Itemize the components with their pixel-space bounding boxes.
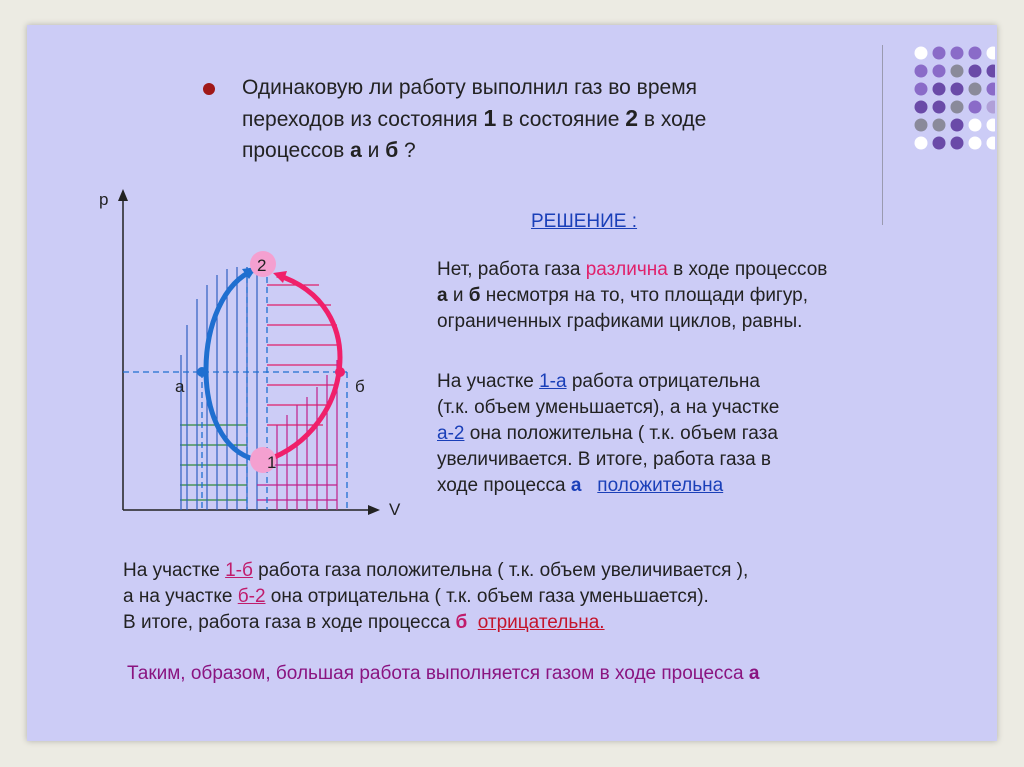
decor-dot xyxy=(969,65,982,78)
axis-p-label: p xyxy=(99,190,109,209)
solution-paragraph-2: На участке 1-а работа отрицательна (т.к. объем уменьшается), а на участке а-2 она положительна ( т.к. объем газа увеличивается. В итоге, работа газа в ходе процесса а положительна xyxy=(437,371,780,496)
decor-dot xyxy=(987,83,996,96)
bullet-icon xyxy=(203,83,215,95)
decor-dot xyxy=(933,83,946,96)
decor-dot xyxy=(915,101,928,114)
solution-title: РЕШЕНИЕ : xyxy=(531,211,638,232)
solution-paragraph-3: На участке 1-б работа газа положительна ( т.к. объем увеличивается ), а на участке б-2 она отрицательна ( т.к. объем газа уменьшается). В итоге, работа газа в ходе процесса б отрицательна. xyxy=(123,560,749,633)
decor-dot xyxy=(933,65,946,78)
point-a-marker xyxy=(197,367,207,377)
solution-paragraph-1: Нет, работа газа различна в ходе процессов а и б несмотря на то, что площади фигур, ограниченных графиками циклов, равны. xyxy=(437,259,828,332)
decor-dot xyxy=(951,137,964,150)
process-a-curve xyxy=(206,270,257,460)
decor-dot xyxy=(969,47,982,60)
magenta-grid xyxy=(257,360,337,510)
decor-dot xyxy=(969,119,982,132)
decor-dot xyxy=(915,83,928,96)
decor-dot xyxy=(987,47,996,60)
decor-dot xyxy=(951,83,964,96)
state-2-label: 2 xyxy=(257,256,267,275)
decor-dot xyxy=(933,137,946,150)
decor-dot xyxy=(915,119,928,132)
process-b-arrow-icon xyxy=(273,271,287,283)
v-axis-arrow-icon xyxy=(368,505,380,515)
label-a: а xyxy=(175,377,185,396)
decor-dot xyxy=(915,65,928,78)
decor-dot xyxy=(987,101,996,114)
slide xyxy=(27,25,997,741)
decor-dot xyxy=(933,119,946,132)
point-b-marker xyxy=(335,367,345,377)
decor-dot xyxy=(969,101,982,114)
decor-dot xyxy=(969,137,982,150)
decor-dot xyxy=(915,137,928,150)
decor-dot xyxy=(951,47,964,60)
dashed-guides xyxy=(123,267,347,510)
decor-dot xyxy=(951,65,964,78)
conclusion-text: Таким, образом, большая работа выполняется газом в ходе процесса а xyxy=(127,663,760,684)
decor-dot xyxy=(987,119,996,132)
decor-dot-grid xyxy=(875,45,995,215)
p-axis-arrow-icon xyxy=(118,189,128,201)
decor-dot xyxy=(933,47,946,60)
decor-dot xyxy=(951,119,964,132)
decor-dot xyxy=(987,137,996,150)
process-b-curve xyxy=(267,275,340,460)
decor-dot xyxy=(951,101,964,114)
decor-dot xyxy=(969,83,982,96)
label-b: б xyxy=(355,377,365,396)
question-text: Одинаковую ли работу выполнил газ во время переходов из состояния 1 в состояние 2 в ходе процессов а и б ? xyxy=(242,76,707,162)
pv-diagram xyxy=(97,175,437,555)
decor-dot xyxy=(915,47,928,60)
decor-dot xyxy=(987,65,996,78)
state-1-label: 1 xyxy=(267,453,277,472)
axis-v-label: V xyxy=(389,500,401,519)
decor-dot xyxy=(933,101,946,114)
